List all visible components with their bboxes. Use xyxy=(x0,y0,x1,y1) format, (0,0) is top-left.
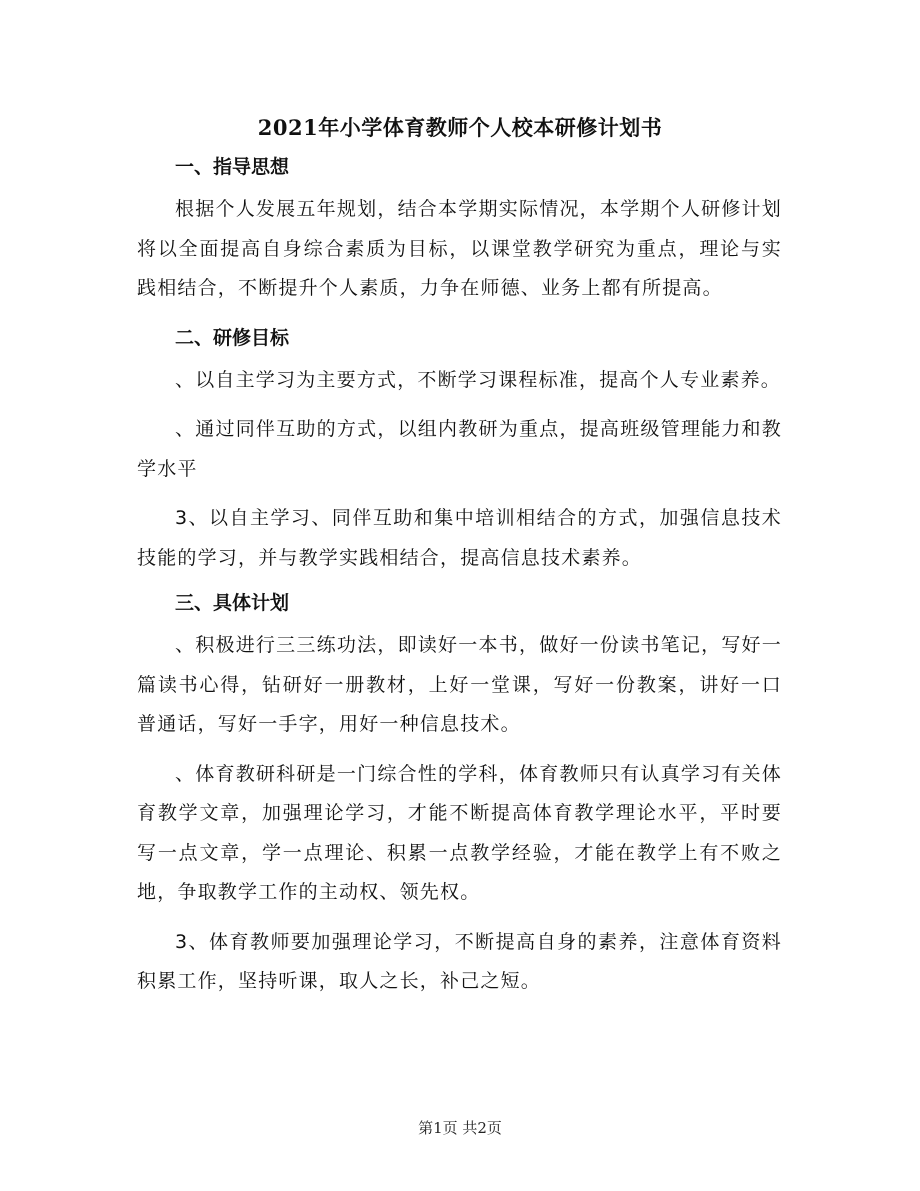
document-title: 2021年小学体育教师个人校本研修计划书 xyxy=(257,115,663,140)
paragraph: 3、体育教师要加强理论学习，不断提高自身的素养，注意体育资料积累工作，坚持听课，取人之长，补己之短。 xyxy=(137,930,782,992)
section-heading-guiding-thought: 一、指导思想 xyxy=(175,156,290,178)
document-body xyxy=(137,148,782,1012)
paragraph: 、以自主学习为主要方式，不断学习课程标准，提高个人专业素养。 xyxy=(175,368,782,391)
section-heading-goals: 二、研修目标 xyxy=(175,326,290,349)
paragraph: 根据个人发展五年规划，结合本学期实际情况，本学期个人研修计划将以全面提高自身综合素质为目标，以课堂教学研究为重点，理论与实践相结合，不断提升个人素质，力争在师德、业务上都有所提高。 xyxy=(137,198,782,299)
paragraph: 、通过同伴互助的方式，以组内教研为重点，提高班级管理能力和教学水平 xyxy=(137,418,782,480)
paragraph: 、积极进行三三练功法，即读好一本书，做好一份读书笔记，写好一篇读书心得，钻研好一册教材，上好一堂课，写好一份教案，讲好一口普通话，写好一手字，用好一种信息技术。 xyxy=(137,634,782,735)
paragraph: 、体育教研科研是一门综合性的学科，体育教师只有认真学习有关体育教学文章，加强理论学习，才能不断提高体育教学理论水平，平时要写一点文章，学一点理论、积累一点教学经验，才能在教学上有不败之地，争取教学工作的主动权、领先权。 xyxy=(137,762,782,903)
page-number-footer: 第1页 共2页 xyxy=(418,1119,502,1137)
section-heading-plan: 三、具体计划 xyxy=(175,592,290,614)
paragraph: 3、以自主学习、同伴互助和集中培训相结合的方式，加强信息技术技能的学习，并与教学实践相结合，提高信息技术素养。 xyxy=(137,507,782,569)
